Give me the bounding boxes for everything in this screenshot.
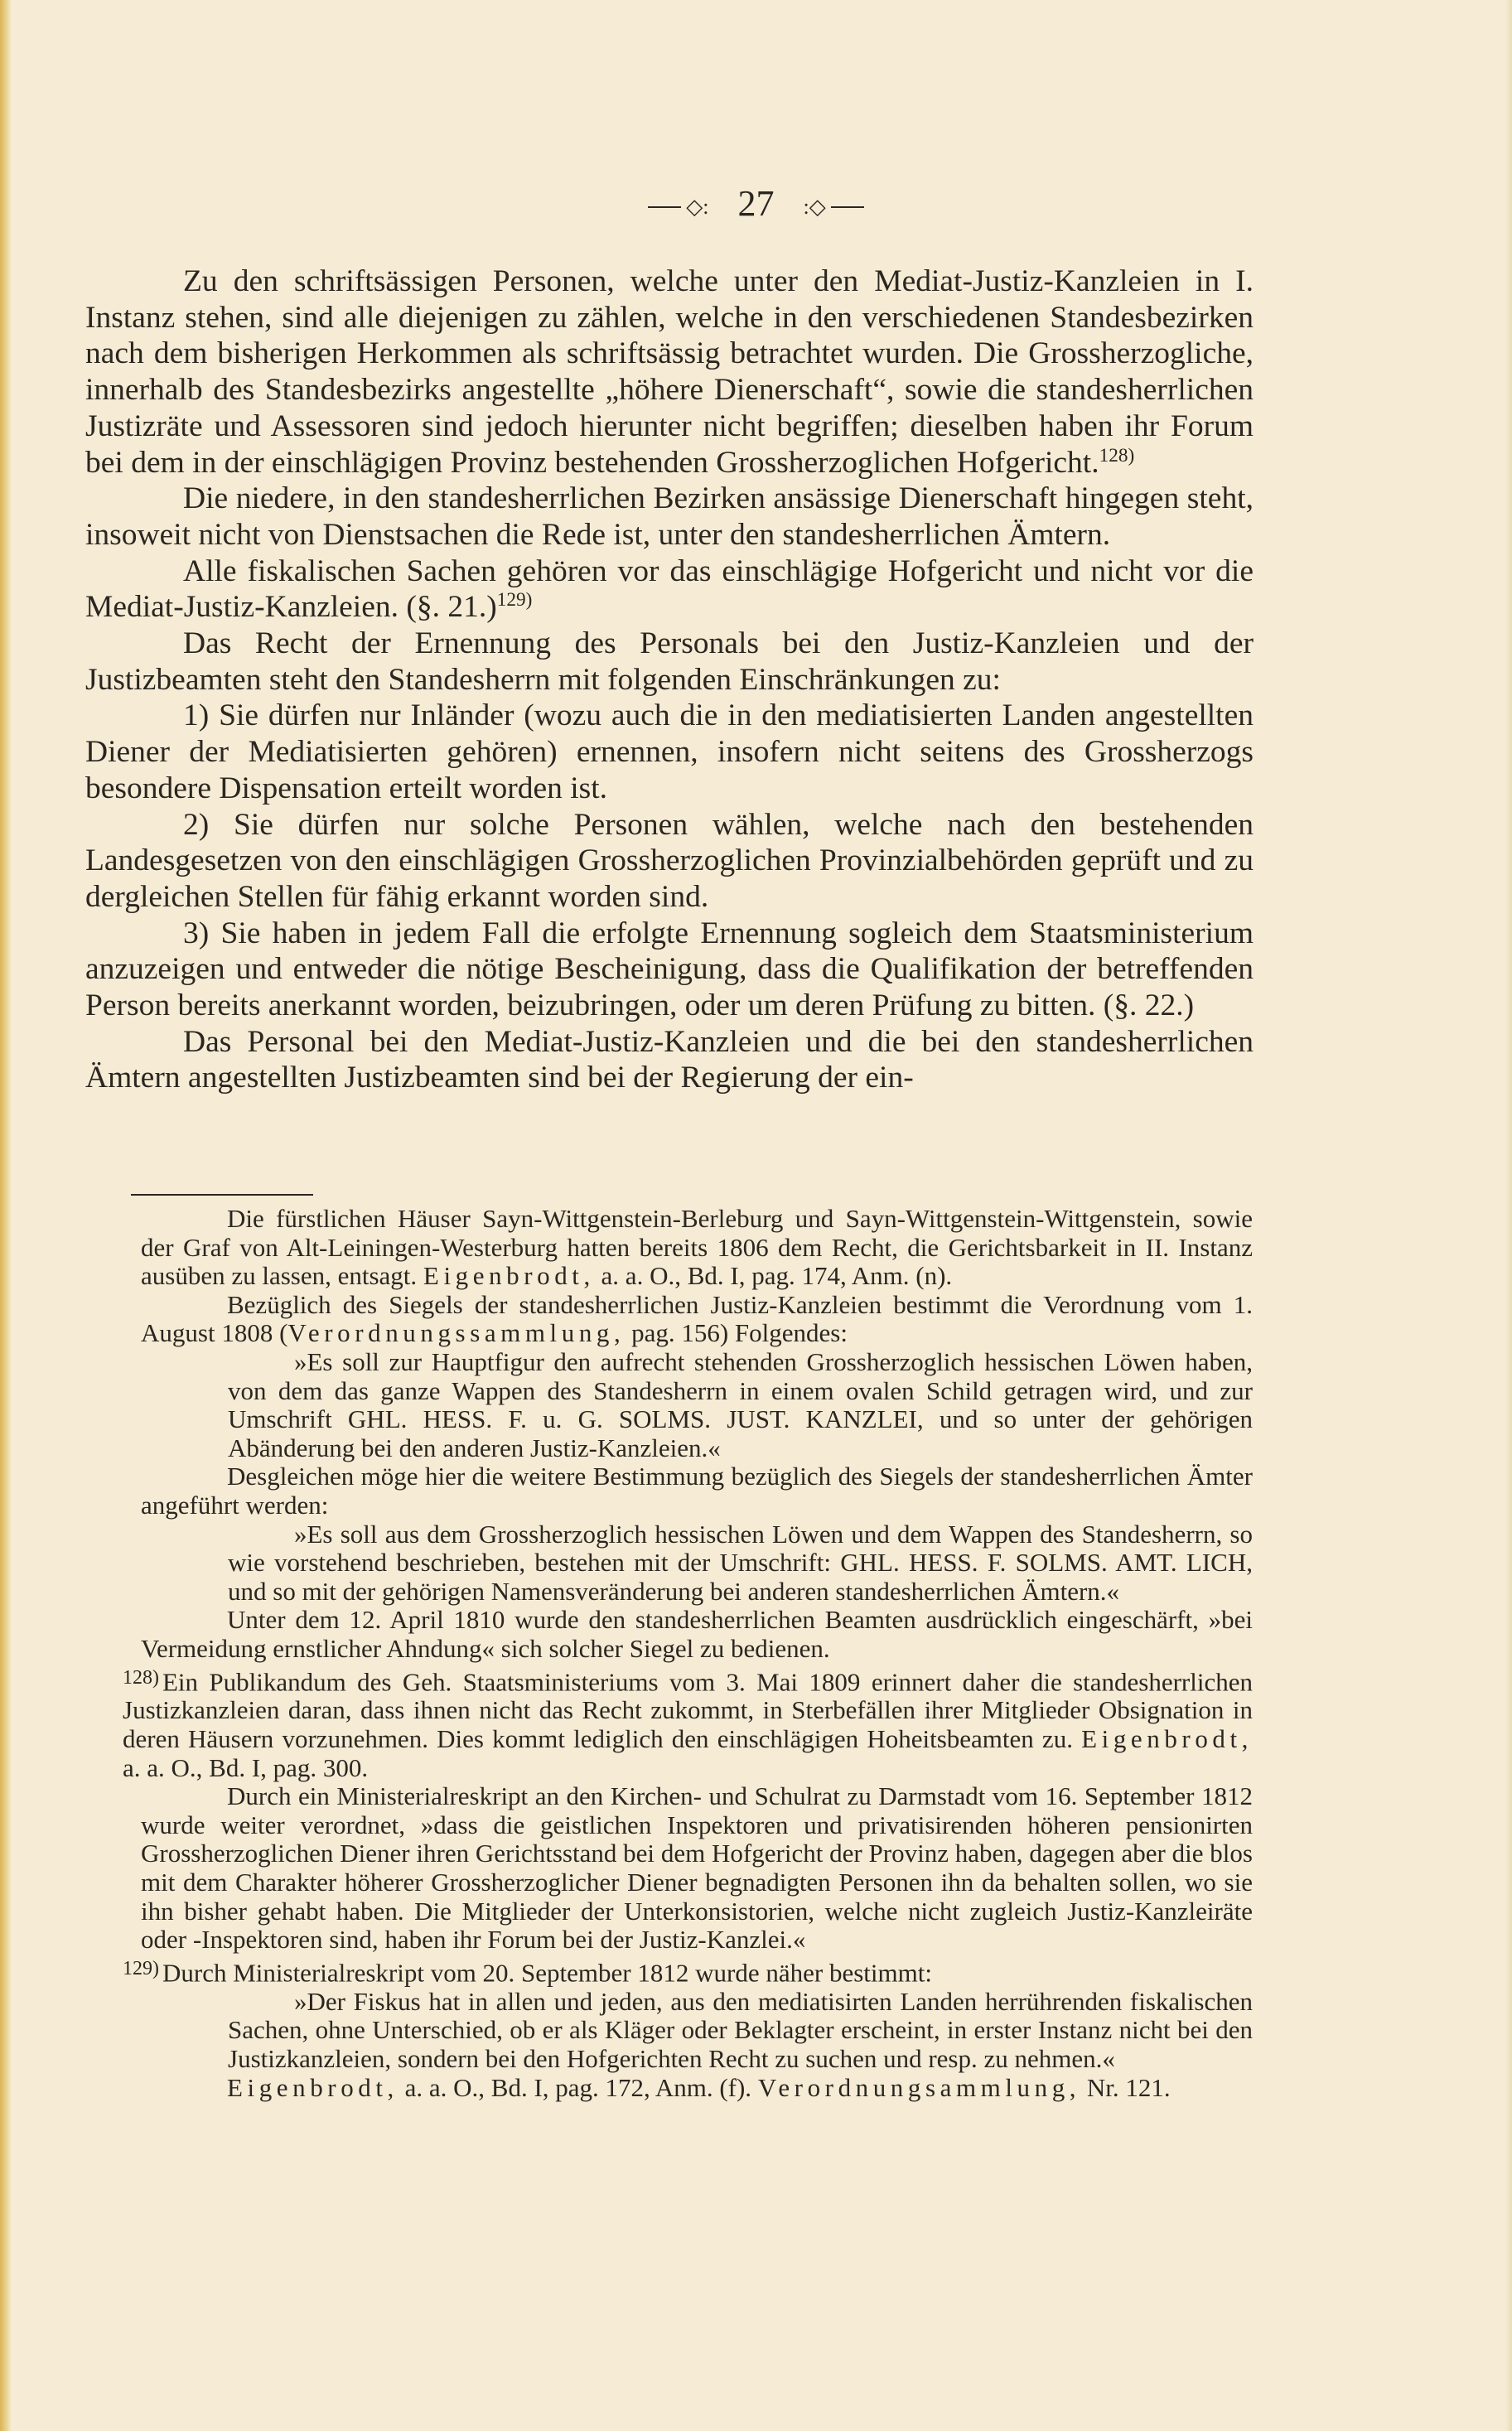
footnote-paragraph: Durch ein Ministerialreskript an den Kirchen- und Schulrat zu Darmstadt vom 16. September 1812 wurde weiter verordnet, »dass die geistlichen Inspektoren und privatisirenden höheren pensionirten Grossherzoglichen Diener ihren Gerichtsstand bei dem Hofgericht der Provinz haben, dagegen aber die blos mit dem Charakter höherer Grossherzoglicher Diener begnadigten Personen ihn da behalten sollen, wo sie ihn bisher gehabt haben. Die Mitglieder der Unterkonsistorien, welche nicht zugleich Justiz-Kanzleiräte oder -Inspektoren sind, haben ihr Forum bei der Justiz-Kanzlei.« xyxy=(141,1781,1253,1955)
header-rule-left xyxy=(648,206,681,208)
footnote-ref-128[interactable]: 128) xyxy=(1099,444,1135,466)
footnote-mark-128: 128) xyxy=(123,1666,159,1689)
page-edge-left xyxy=(0,0,12,2431)
paragraph: Zu den schriftsässigen Personen, welche unter den Mediat-Justiz-Kanzleien in I. Instanz stehen, sind alle diejenigen zu zählen, welche in den verschiedenen Standesbezirken nach dem bisherigen Herkommen als schriftsässig betrachtet wurden. Die Grossherzogliche, innerhalb des Standesbezirks angestellte „höhere Dienerschaft“, sowie die standesherrlichen Justizräte und Assessoren sind jedoch hierunter nicht begriffen; dieselben haben ihr Forum bei dem in der einschlägigen Provinz bestehenden Grossherzoglichen Hofgericht.$^{128)}$ xyxy=(85,264,1254,480)
footnote-quote: »Der Fiskus hat in allen und jeden, aus den mediatisirten Landen herrührenden fiskalischen Sachen, ohne Unterschied, ob er als Kläger oder Beklagter erscheint, in erster Instanz nicht bei den Justizkanzleien, sondern bei den Hofgerichten Recht zu suchen und resp. zu nehmen.« xyxy=(228,1986,1253,2073)
page-header xyxy=(0,182,1512,229)
footnote-ref-129[interactable]: 129) xyxy=(496,589,533,611)
page-number: 27 xyxy=(737,183,775,224)
main-text xyxy=(85,263,1254,1096)
paragraph: 2) Sie dürfen nur solche Personen wählen, welche nach den bestehenden Landesgesetzen von den einschlägigen Grossherzoglichen Provinzialbehörden geprüft und zu dergleichen Stellen für fähig erkannt worden sind. xyxy=(85,807,1254,914)
footnote-paragraph: Die fürstlichen Häuser Sayn-Wittgenstein-Berleburg und Sayn-Wittgenstein-Wittgenstein, sowie der Graf von Alt-Leiningen-Westerburg hatten bereits 1806 dem Recht, die Gerichtsbarkeit in II. Instanz ausüben zu lassen, entsagt. Eigenbrodt, a. a. O., Bd. I, pag. 174, Anm. (n). xyxy=(141,1204,1253,1291)
paragraph: 3) Sie haben in jedem Fall die erfolgte Ernennung sogleich dem Staatsministerium anzuzeigen und entweder die nötige Bescheinigung, dass die Qualifikation der betreffenden Person bereits anerkannt worden, beizubringen, oder um deren Prüfung zu bitten. (§. 22.) xyxy=(85,916,1254,1023)
ornament-left-icon: ◇: xyxy=(686,194,709,219)
footnote-128: $^{128)}$ Ein Publikandum des Geh. Staatsministeriums vom 3. Mai 1809 erinnert daher die standesherrlichen Justizkanzleien daran, dass ihnen nicht das Recht zukommt, in Sterbefällen ihrer Mitglieder Obsignation in deren Häusern vorzunehmen. Dies kommt lediglich den einschlägigen Hoheitsbeamten zu. Eigenbrodt, a. a. O., Bd. I, pag. 300. xyxy=(123,1666,1254,1782)
page-edge-right xyxy=(1505,0,1512,2431)
footnote-separator xyxy=(131,1194,313,1196)
paragraph: Alle fiskalischen Sachen gehören vor das einschlägige Hofgericht und nicht vor die Mediat-Justiz-Kanzleien. (§. 21.)$^{129)}$ xyxy=(85,553,1254,625)
footnote-paragraph: Eigenbrodt, a. a. O., Bd. I, pag. 172, Anm. (f). Verordnungsammlung, Nr. 121. xyxy=(227,2072,1171,2102)
footnote-quote: »Es soll aus dem Grossherzoglich hessischen Löwen und dem Wappen des Standesherrn, so wie vorstehend beschrieben, bestehen mit der Umschrift: GHL. HESS. F. SOLMS. AMT. LICH, und so mit der gehörigen Namensveränderung bei anderen standesherrlichen Ämtern.« xyxy=(228,1519,1253,1606)
footnote-paragraph: Desgleichen möge hier die weitere Bestimmung bezüglich des Siegels der standesherrlichen Ämter angeführt werden: xyxy=(141,1462,1253,1520)
footnote-129: $^{129)}$ Durch Ministerialreskript vom 20. September 1812 wurde näher bestimmt: xyxy=(123,1957,932,1988)
footnote-quote: »Es soll zur Hauptfigur den aufrecht stehenden Grossherzoglich hessischen Löwen haben, von dem das ganze Wappen des Standesherrn in einem ovalen Schild getragen wird, und zur Umschrift GHL. HESS. F. u. G. SOLMS. JUST. KANZLEI, und so unter der gehörigen Abänderung bei den anderen Justiz-Kanzleien.« xyxy=(228,1346,1253,1462)
footnote-paragraph: Bezüglich des Siegels der standesherrlichen Justiz-Kanzleien bestimmt die Verordnung vom 1. August 1808 (Verordnungssammlung, pag. 156) Folgendes: xyxy=(141,1289,1253,1348)
paragraph: 1) Sie dürfen nur Inländer (wozu auch die in den mediatisierten Landen angestellten Diener der Mediatisierten gehören) ernennen, insofern nicht seitens des Grossherzogs besondere Dispensation erteilt worden ist. xyxy=(85,698,1254,805)
footnote-paragraph: Unter dem 12. April 1810 wurde den standesherrlichen Beamten ausdrücklich eingeschärft, »bei Vermeidung ernstlicher Ahndung« sich solcher Siegel zu bedienen. xyxy=(141,1605,1253,1663)
paragraph: Das Recht der Ernennung des Personals bei den Justiz-Kanzleien und der Justizbeamten steht den Standesherrn mit folgenden Einschränkungen zu: xyxy=(85,626,1254,697)
footnote-mark-129: 129) xyxy=(123,1957,159,1979)
paragraph: Die niedere, in den standesherrlichen Bezirken ansässige Dienerschaft hingegen steht, insoweit nicht von Dienstsachen die Rede ist, unter den standesherrlichen Ämtern. xyxy=(85,481,1254,552)
paragraph: Das Personal bei den Mediat-Justiz-Kanzleien und die bei den standesherrlichen Ämtern angestellten Justizbeamten sind bei der Regierung der ein- xyxy=(85,1024,1254,1095)
header-rule-right xyxy=(831,206,864,208)
footnotes xyxy=(123,1204,1254,2102)
ornament-right-icon: :◇ xyxy=(803,194,826,219)
